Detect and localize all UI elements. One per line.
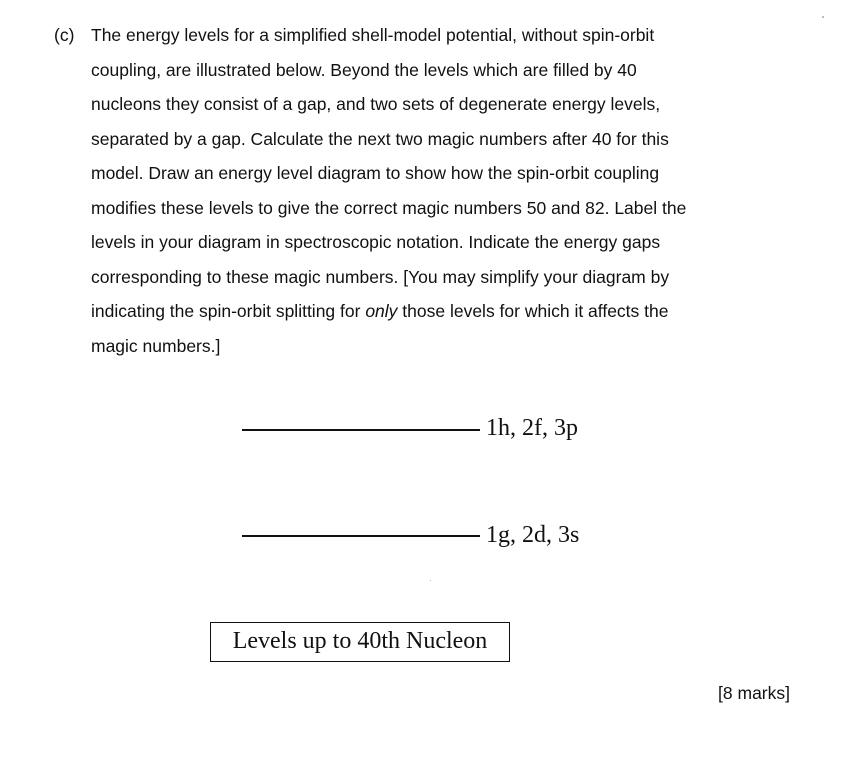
- scan-speck: [822, 16, 824, 18]
- levels-up-to-40-box: Levels up to 40th Nucleon: [210, 622, 510, 662]
- question-line: nucleons they consist of a gap, and two sets of degenerate energy levels,: [91, 94, 661, 114]
- question-line: The energy levels for a simplified shell-model potential, without spin-orbit: [91, 25, 655, 45]
- question-line: corresponding to these magic numbers. [You may simplify your diagram by: [91, 266, 670, 287]
- question-line-text: indicating the spin-orbit splitting for: [91, 301, 366, 321]
- upper-energy-level-label: 1h, 2f, 3p: [486, 415, 578, 441]
- question-text: [54, 18, 794, 363]
- upper-energy-level-line: [242, 429, 480, 431]
- question-line: magic numbers.]: [91, 335, 221, 356]
- question-line: model. Draw an energy level diagram to show how the spin-orbit coupling: [91, 163, 660, 183]
- question-body: [91, 18, 794, 363]
- question-line: modifies these levels to give the correct magic numbers 50 and 82. Label the: [91, 197, 687, 218]
- lower-energy-level-label: 1g, 2d, 3s: [486, 522, 580, 548]
- question-label: (c): [54, 25, 75, 45]
- question-line: coupling, are illustrated below. Beyond the levels which are filled by 40: [91, 59, 637, 80]
- question-line: levels in your diagram in spectroscopic notation. Indicate the energy gaps: [91, 232, 661, 252]
- lower-energy-level-line: [242, 535, 480, 537]
- question-line-text: those levels for which it affects the: [397, 301, 669, 321]
- emphasis-only: only: [365, 301, 398, 321]
- marks-label: [8 marks]: [718, 683, 790, 703]
- question-line: [91, 294, 794, 329]
- scan-speck: [430, 580, 431, 581]
- question-line: separated by a gap. Calculate the next two magic numbers after 40 for this: [91, 128, 669, 149]
